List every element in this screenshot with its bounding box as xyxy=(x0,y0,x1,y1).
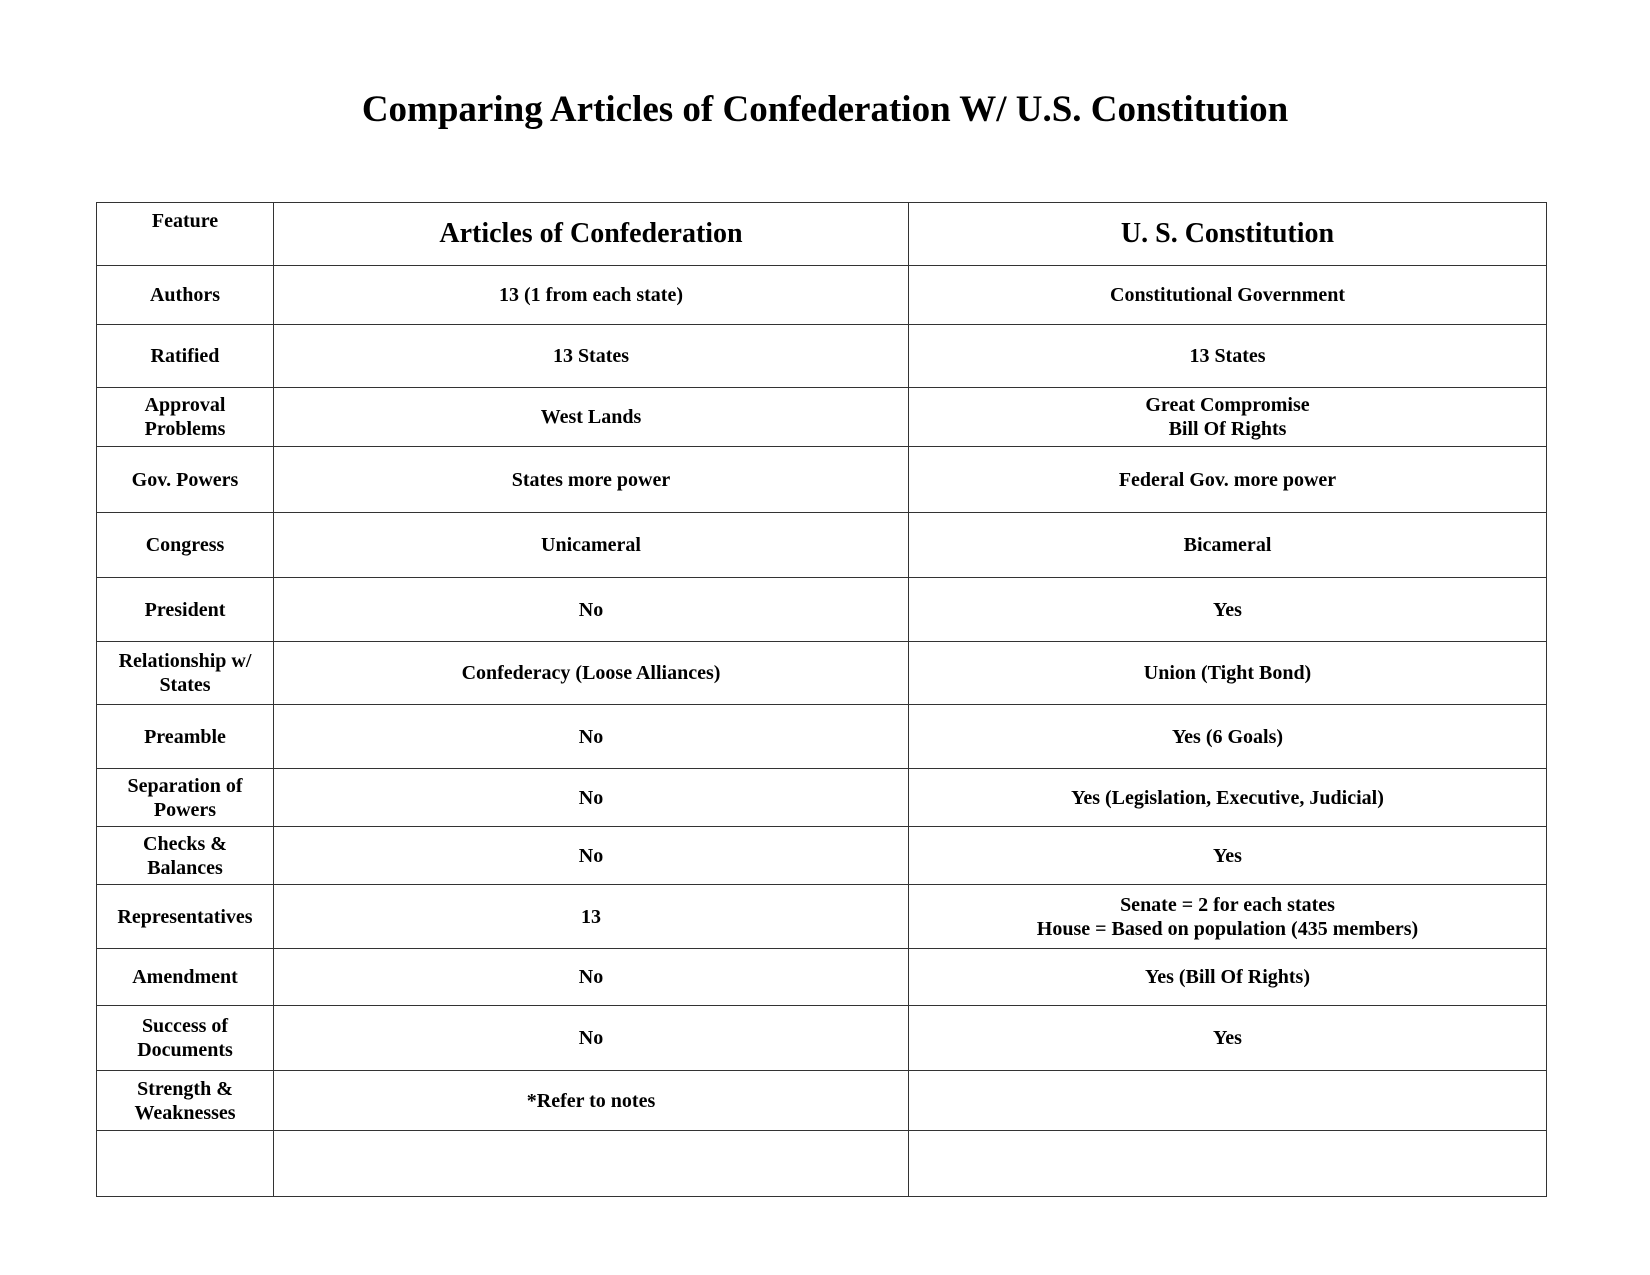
row-articles: No xyxy=(274,949,909,1006)
table-row xyxy=(97,1071,1547,1131)
row-constitution: Great Compromise Bill Of Rights xyxy=(909,388,1547,447)
page-title: Comparing Articles of Confederation W/ U.S. Constitution xyxy=(361,89,1289,130)
header-feature: Feature xyxy=(97,203,274,266)
row-articles: West Lands xyxy=(274,388,909,447)
row-constitution: 13 States xyxy=(909,325,1547,388)
row-feature: Representatives xyxy=(97,885,274,949)
row-feature: Preamble xyxy=(97,705,274,769)
row-feature: Success of Documents xyxy=(97,1006,274,1071)
header-articles: Articles of Confederation xyxy=(274,203,909,266)
header-constitution: U. S. Constitution xyxy=(909,203,1547,266)
row-feature: Separation of Powers xyxy=(97,769,274,827)
row-articles: No xyxy=(274,827,909,885)
row-feature: Approval Problems xyxy=(97,388,274,447)
row-constitution: Constitutional Government xyxy=(909,266,1547,325)
row-feature: Relationship w/ States xyxy=(97,642,274,705)
row-constitution: Yes (6 Goals) xyxy=(909,705,1547,769)
row-articles: 13 States xyxy=(274,325,909,388)
row-articles: No xyxy=(274,578,909,642)
table-row xyxy=(97,266,1547,325)
row-feature: Amendment xyxy=(97,949,274,1006)
row-constitution: Yes (Legislation, Executive, Judicial) xyxy=(909,769,1547,827)
row-constitution xyxy=(909,1071,1547,1131)
row-constitution: Federal Gov. more power xyxy=(909,447,1547,513)
table-row xyxy=(97,769,1547,827)
table-row xyxy=(97,827,1547,885)
table-row xyxy=(97,1131,1547,1197)
row-articles: No xyxy=(274,1006,909,1071)
row-constitution xyxy=(909,1131,1547,1197)
row-feature: Ratified xyxy=(97,325,274,388)
table-row xyxy=(97,513,1547,578)
row-articles: No xyxy=(274,769,909,827)
row-feature: Strength & Weaknesses xyxy=(97,1071,274,1131)
row-constitution: Yes (Bill Of Rights) xyxy=(909,949,1547,1006)
row-feature: Congress xyxy=(97,513,274,578)
row-feature: Gov. Powers xyxy=(97,447,274,513)
row-constitution: Bicameral xyxy=(909,513,1547,578)
comparison-table xyxy=(96,202,1547,1197)
table-row xyxy=(97,949,1547,1006)
row-feature: President xyxy=(97,578,274,642)
row-articles: 13 xyxy=(274,885,909,949)
table-row xyxy=(97,885,1547,949)
table-row xyxy=(97,388,1547,447)
table-row xyxy=(97,705,1547,769)
row-feature xyxy=(97,1131,274,1197)
table-row xyxy=(97,447,1547,513)
row-constitution: Yes xyxy=(909,1006,1547,1071)
row-articles: 13 (1 from each state) xyxy=(274,266,909,325)
row-feature: Checks & Balances xyxy=(97,827,274,885)
table-header-row xyxy=(97,203,1547,266)
row-constitution: Union (Tight Bond) xyxy=(909,642,1547,705)
row-constitution: Senate = 2 for each states House = Based on population (435 members) xyxy=(909,885,1547,949)
table-row xyxy=(97,578,1547,642)
row-articles: States more power xyxy=(274,447,909,513)
table-row xyxy=(97,325,1547,388)
table-row xyxy=(97,1006,1547,1071)
row-feature: Authors xyxy=(97,266,274,325)
row-constitution: Yes xyxy=(909,578,1547,642)
row-articles xyxy=(274,1131,909,1197)
row-constitution: Yes xyxy=(909,827,1547,885)
row-articles: Confederacy (Loose Alliances) xyxy=(274,642,909,705)
row-articles: *Refer to notes xyxy=(274,1071,909,1131)
row-articles: Unicameral xyxy=(274,513,909,578)
table-row xyxy=(97,642,1547,705)
row-articles: No xyxy=(274,705,909,769)
